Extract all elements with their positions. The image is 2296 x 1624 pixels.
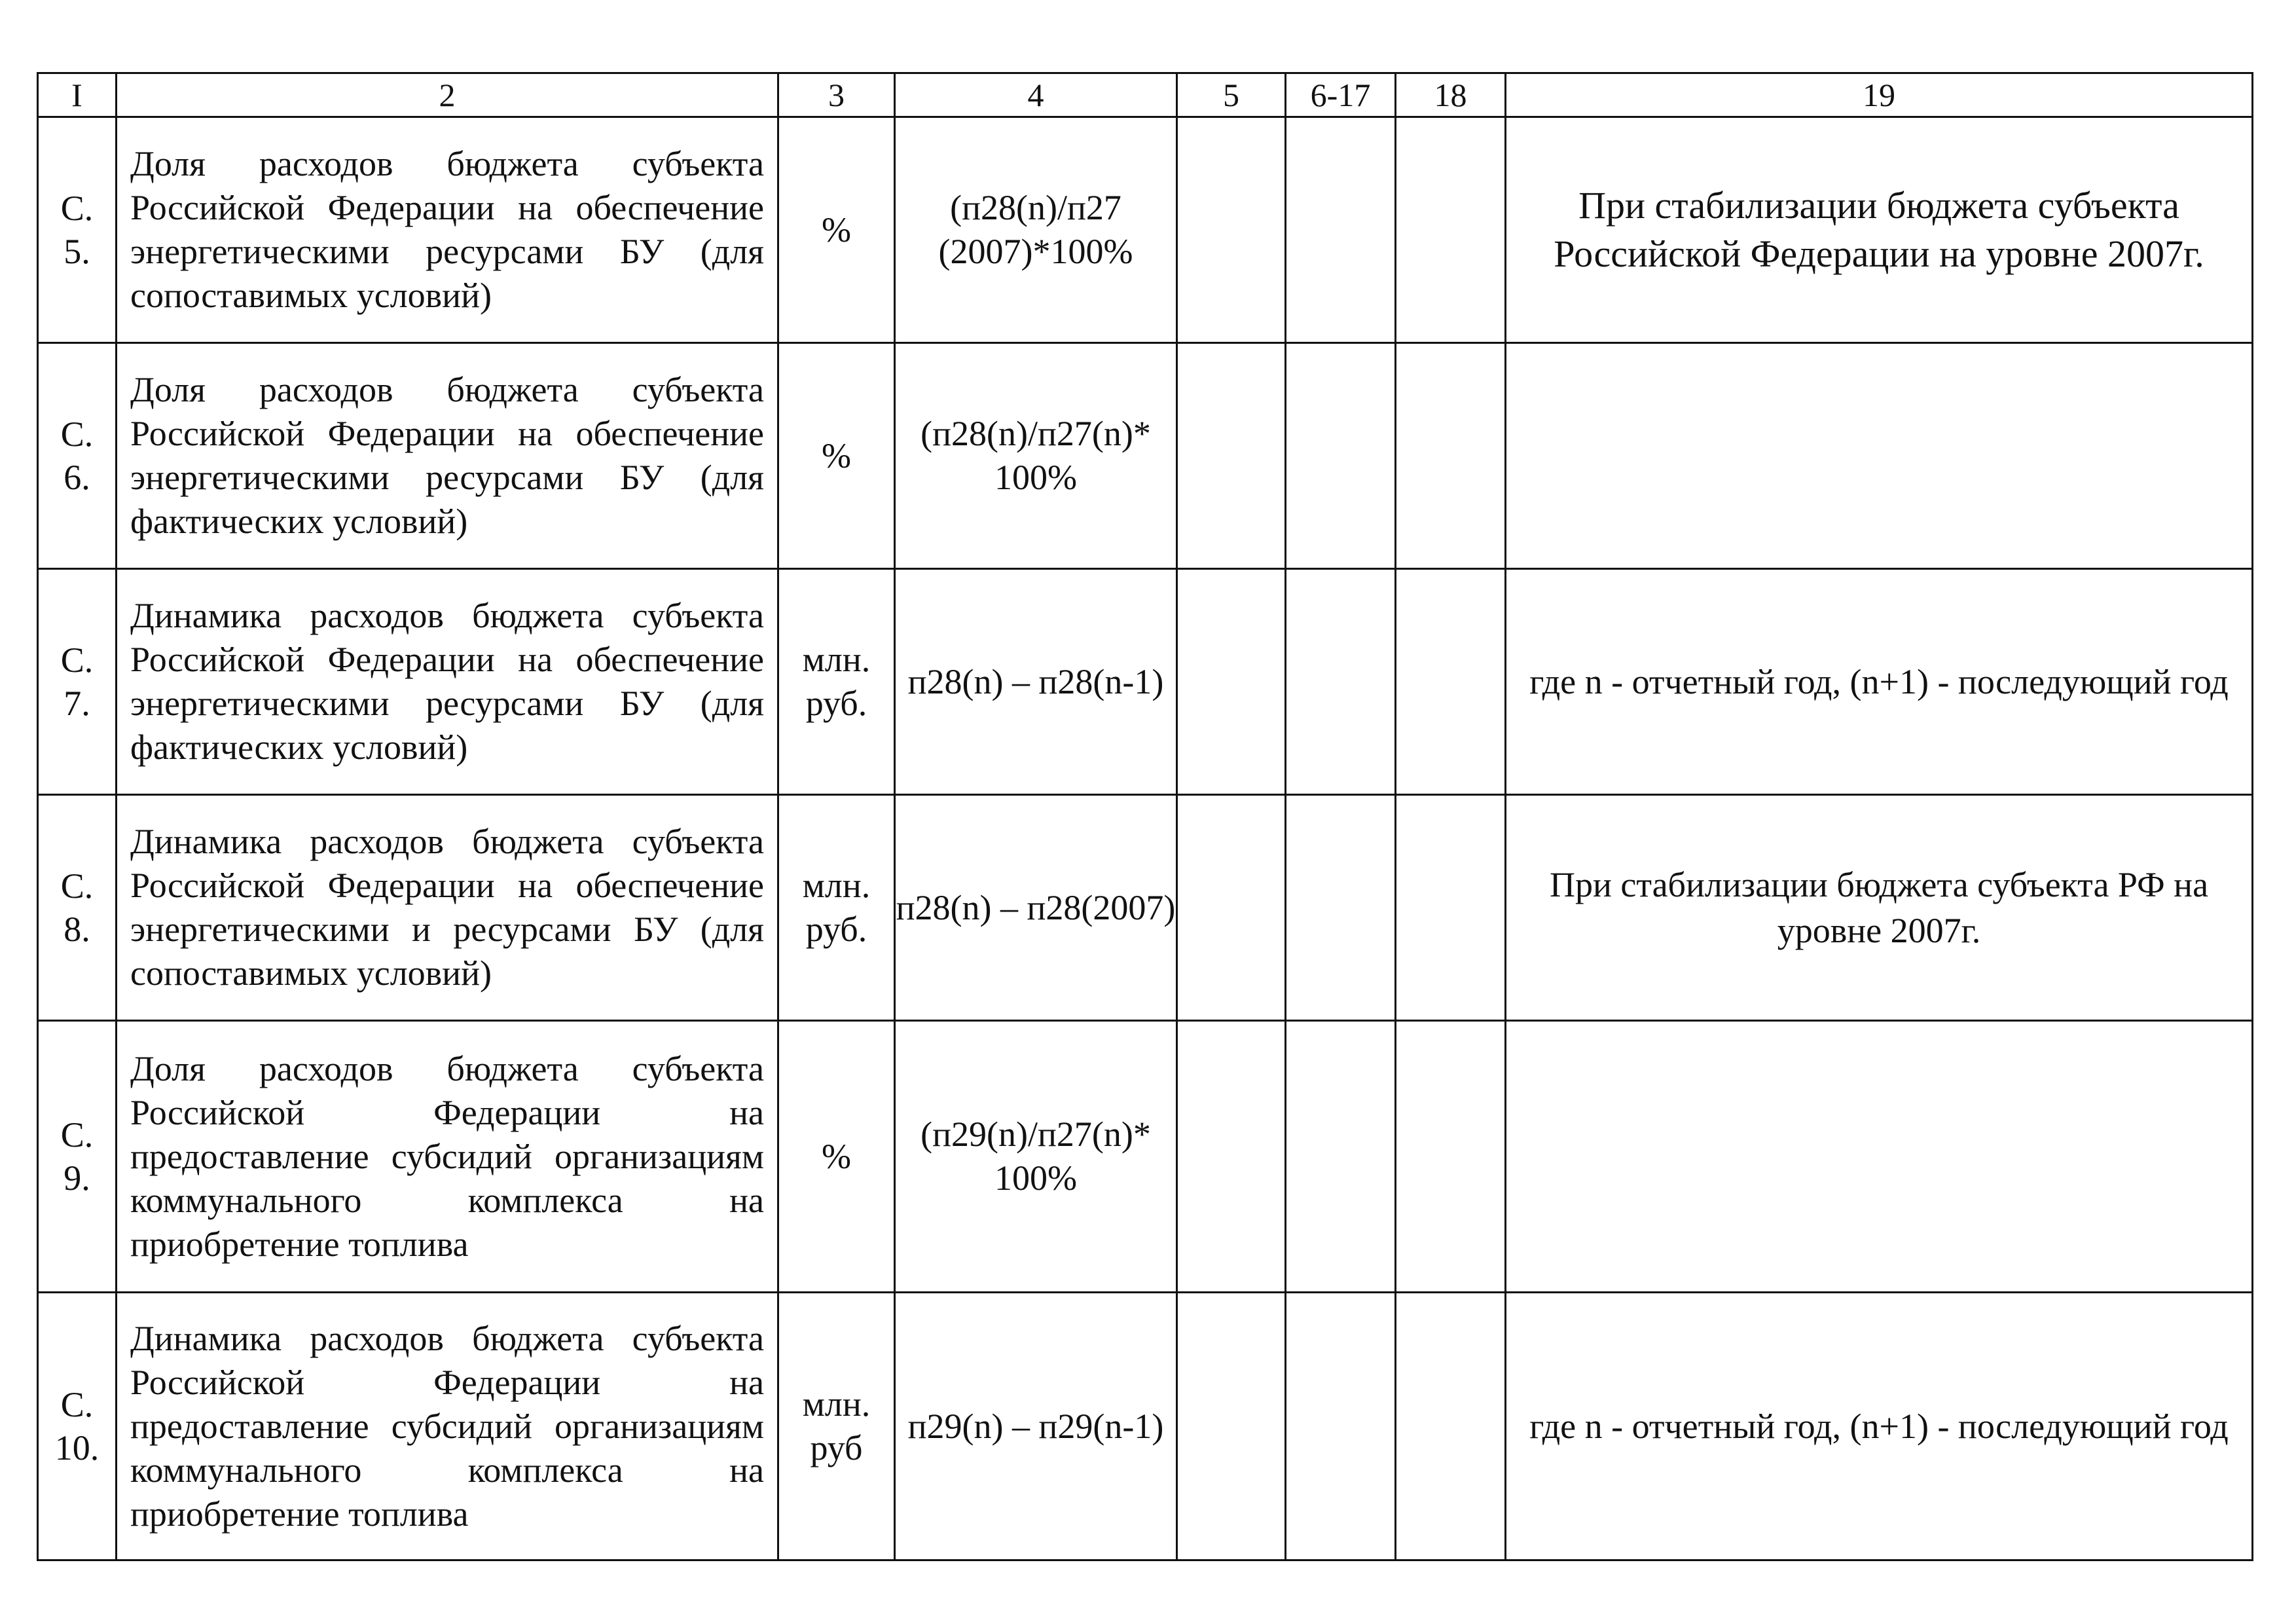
row-col18	[1396, 1293, 1506, 1560]
row-col5	[1177, 569, 1286, 795]
header-cell-18: 18	[1396, 73, 1506, 117]
row-description: Доля расходов бюджета субъекта Российской Федерации на обеспечение энергетическими ресурсами БУ (для сопоставимых условий)	[117, 117, 778, 343]
row-formula: (п29(n)/п27(n)* 100%	[895, 1021, 1177, 1293]
row-description: Динамика расходов бюджета субъекта Российской Федерации на предоставление субсидий организациям коммунального комплекса на приобретение топлива	[117, 1293, 778, 1560]
header-cell-4: 4	[895, 73, 1177, 117]
row-col6-17	[1286, 117, 1396, 343]
indicator-table	[37, 72, 2253, 1561]
header-cell-1: I	[38, 73, 117, 117]
row-note: где n - отчетный год, (n+1) - последующий год	[1506, 569, 2253, 795]
row-formula: п29(n) – п29(n-1)	[895, 1293, 1177, 1560]
table-row	[38, 1293, 2253, 1560]
row-description: Динамика расходов бюджета субъекта Российской Федерации на обеспечение энергетическими ресурсами БУ (для фактических условий)	[117, 569, 778, 795]
row-col5	[1177, 1021, 1286, 1293]
row-col5	[1177, 117, 1286, 343]
header-cell-19: 19	[1506, 73, 2253, 117]
row-col6-17	[1286, 569, 1396, 795]
row-formula: п28(n) – п28(2007)	[895, 795, 1177, 1021]
row-note	[1506, 343, 2253, 569]
row-formula: п28(n) – п28(n-1)	[895, 569, 1177, 795]
row-code: С. 10.	[38, 1293, 117, 1560]
row-description: Доля расходов бюджета субъекта Российской Федерации на предоставление субсидий организациям коммунального комплекса на приобретение топлива	[117, 1021, 778, 1293]
row-unit: %	[778, 117, 895, 343]
row-col18	[1396, 1021, 1506, 1293]
header-cell-3: 3	[778, 73, 895, 117]
row-code: С. 7.	[38, 569, 117, 795]
row-formula: (п28(n)/п27(n)* 100%	[895, 343, 1177, 569]
row-code: С. 6.	[38, 343, 117, 569]
row-unit: млн. руб.	[778, 569, 895, 795]
header-cell-5: 5	[1177, 73, 1286, 117]
row-note: где n - отчетный год, (n+1) - последующий год	[1506, 1293, 2253, 1560]
row-description: Динамика расходов бюджета субъекта Российской Федерации на обеспечение энергетическими и ресурсами БУ (для сопоставимых условий)	[117, 795, 778, 1021]
row-unit: млн. руб	[778, 1293, 895, 1560]
row-col18	[1396, 795, 1506, 1021]
row-col6-17	[1286, 795, 1396, 1021]
row-col18	[1396, 343, 1506, 569]
row-formula: (п28(n)/п27 (2007)*100%	[895, 117, 1177, 343]
row-col6-17	[1286, 1293, 1396, 1560]
row-col5	[1177, 343, 1286, 569]
row-col6-17	[1286, 343, 1396, 569]
row-col5	[1177, 1293, 1286, 1560]
header-cell-6-17: 6-17	[1286, 73, 1396, 117]
row-col6-17	[1286, 1021, 1396, 1293]
row-col5	[1177, 795, 1286, 1021]
row-description: Доля расходов бюджета субъекта Российской Федерации на обеспечение энергетическими ресурсами БУ (для фактических условий)	[117, 343, 778, 569]
row-code: С. 8.	[38, 795, 117, 1021]
table-row	[38, 343, 2253, 569]
row-code: С. 9.	[38, 1021, 117, 1293]
row-unit: млн. руб.	[778, 795, 895, 1021]
row-unit: %	[778, 1021, 895, 1293]
table-row	[38, 569, 2253, 795]
row-code: С. 5.	[38, 117, 117, 343]
table-row	[38, 795, 2253, 1021]
row-note: При стабилизации бюджета субъекта Российской Федерации на уровне 2007г.	[1506, 117, 2253, 343]
row-note: При стабилизации бюджета субъекта РФ на уровне 2007г.	[1506, 795, 2253, 1021]
table-row	[38, 1021, 2253, 1293]
header-cell-2: 2	[117, 73, 778, 117]
table-row	[38, 117, 2253, 343]
row-unit: %	[778, 343, 895, 569]
row-note	[1506, 1021, 2253, 1293]
row-col18	[1396, 117, 1506, 343]
header-row	[38, 73, 2253, 117]
row-col18	[1396, 569, 1506, 795]
